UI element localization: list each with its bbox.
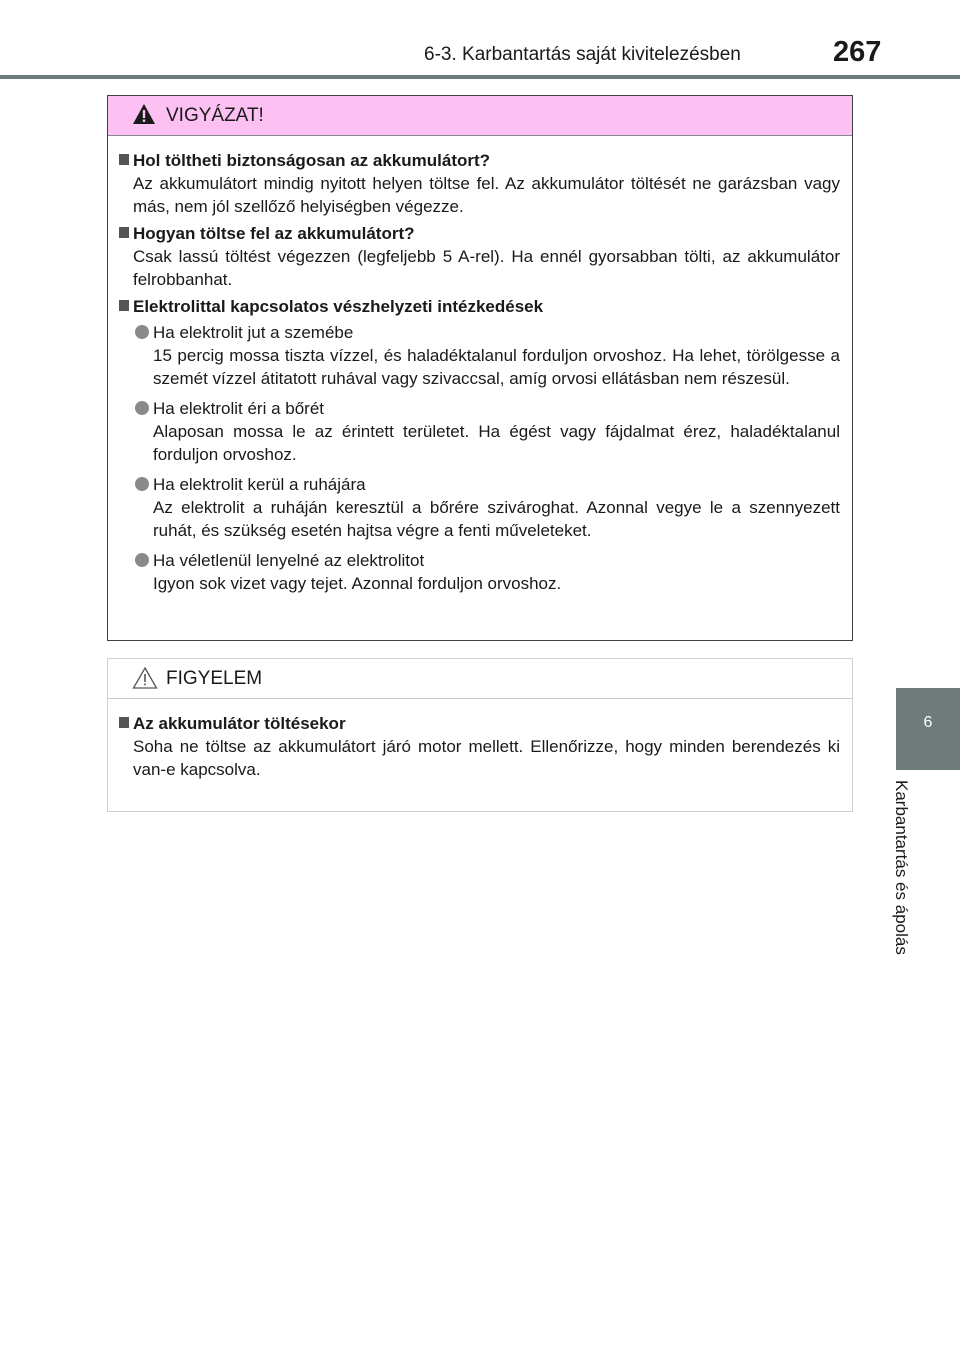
sub-item-text: Igyon sok vizet vagy tejet. Azonnal forduljon orvoshoz. bbox=[153, 574, 562, 593]
sub-item-text: Alaposan mossa le az érintett területet. Ha égést vagy fájdalmat érez, haladéktalanul forduljon orvoshoz. bbox=[153, 422, 840, 464]
item-text: Csak lassú töltést végezzen (legfeljebb 5 A-rel). Ha ennél gyorsabban tölti, az akkumulátor felrobbanhat. bbox=[133, 247, 840, 289]
header-rule bbox=[0, 75, 960, 79]
chapter-tab[interactable] bbox=[896, 688, 960, 770]
sub-item bbox=[133, 321, 840, 390]
square-bullet-icon bbox=[119, 717, 129, 728]
notice-title: FIGYELEM bbox=[166, 668, 263, 689]
warning-item bbox=[116, 149, 840, 218]
circle-bullet-icon bbox=[135, 325, 149, 339]
sub-item-title: Ha véletlenül lenyelné az elektrolitot bbox=[153, 551, 425, 570]
sub-item-text: 15 percig mossa tiszta vízzel, és haladéktalanul forduljon orvoshoz. Ha lehet, törölgesse a szemét vízzel átitatott ruhával vagy szivaccsal, amíg orvosi ellátásban nem részesül. bbox=[153, 346, 840, 388]
sub-item-text: Az elektrolit a ruháján keresztül a bőrére szivároghat. Azonnal vegye le a szennyezett ruhát, és szükség esetén hajtsa végre a fenti műveleteket. bbox=[153, 498, 840, 540]
item-heading: Az akkumulátor töltésekor bbox=[133, 714, 346, 733]
item-heading: Elektrolittal kapcsolatos vészhelyzeti intézkedések bbox=[133, 297, 544, 316]
notice-item bbox=[116, 712, 840, 781]
item-heading: Hol töltheti biztonságosan az akkumulátort? bbox=[133, 151, 491, 170]
chapter-label: Karbantartás és ápolás bbox=[892, 780, 911, 955]
circle-bullet-icon bbox=[135, 553, 149, 567]
square-bullet-icon bbox=[119, 300, 129, 311]
warning-item bbox=[116, 222, 840, 291]
section-title: 6-3. Karbantartás saját kivitelezésben bbox=[424, 44, 741, 65]
sub-item-title: Ha elektrolit jut a szemébe bbox=[153, 323, 354, 342]
circle-bullet-icon bbox=[135, 477, 149, 491]
warning-content bbox=[108, 136, 852, 595]
warning-box bbox=[107, 95, 853, 641]
chapter-label-container bbox=[879, 780, 943, 1005]
page-header bbox=[0, 0, 960, 80]
sub-item bbox=[133, 549, 840, 595]
page-number: 267 bbox=[833, 36, 882, 68]
item-heading: Hogyan töltse fel az akkumulátort? bbox=[133, 224, 415, 243]
square-bullet-icon bbox=[119, 227, 129, 238]
sub-item-title: Ha elektrolit éri a bőrét bbox=[153, 399, 325, 418]
warning-icon bbox=[132, 103, 156, 125]
chapter-number: 6 bbox=[923, 714, 933, 731]
notice-header bbox=[108, 659, 852, 699]
warning-header bbox=[108, 96, 852, 136]
sub-item-title: Ha elektrolit kerül a ruhájára bbox=[153, 475, 366, 494]
sub-item bbox=[133, 397, 840, 466]
caution-outline-icon bbox=[132, 666, 158, 690]
sub-item bbox=[133, 473, 840, 542]
warning-item bbox=[116, 295, 840, 595]
notice-box bbox=[107, 658, 853, 812]
item-text: Soha ne töltse az akkumulátort járó motor mellett. Ellenőrizze, hogy minden berendezés ki van-e kapcsolva. bbox=[133, 737, 840, 779]
square-bullet-icon bbox=[119, 154, 129, 165]
notice-content bbox=[108, 699, 852, 781]
item-text: Az akkumulátort mindig nyitott helyen töltse fel. Az akkumulátor töltését ne garázsban vagy más, nem jól szellőző helyiségben végezze. bbox=[133, 174, 840, 216]
circle-bullet-icon bbox=[135, 401, 149, 415]
warning-title: VIGYÁZAT! bbox=[166, 105, 264, 126]
